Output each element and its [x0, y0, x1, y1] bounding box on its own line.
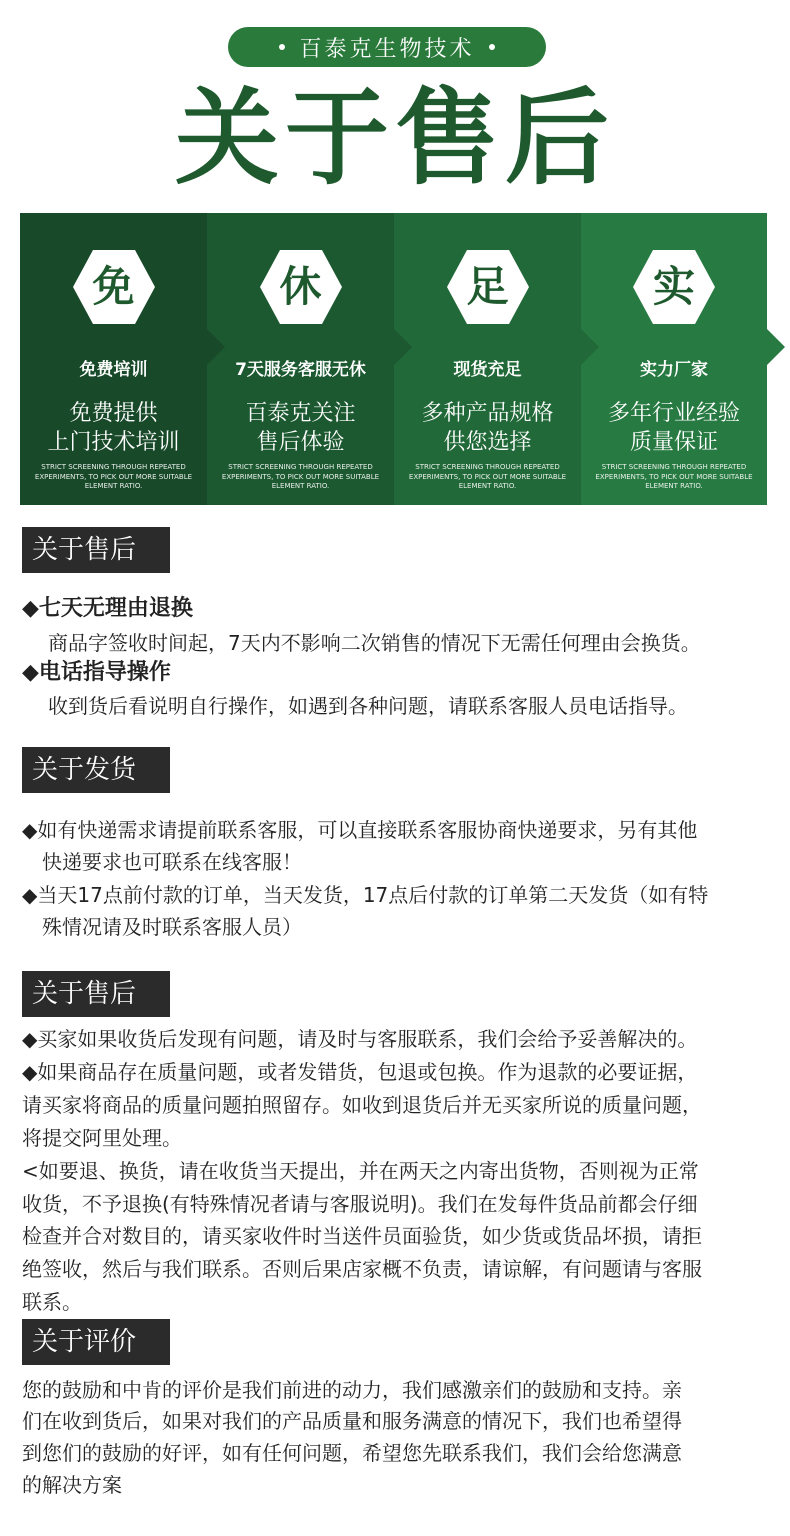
feature-headline [207, 399, 394, 457]
feature-subtitle: 7天服务客服无休 [235, 360, 366, 380]
feature-subtitle: 现货充足 [453, 360, 522, 380]
policy-title: ◆七天无理由退换 [22, 596, 193, 621]
feature-panel-free-training [20, 213, 207, 505]
after-sales-text: 绝签收，然后与我们联系。否则后果店家概不负责，请谅解，有问题请与客服 [22, 1257, 702, 1281]
policy-text: 商品字签收时间起，7天内不影响二次销售的情况下无需任何理由会换货。 [48, 631, 701, 655]
after-sales-text: 检查并合对数目的，请买家收件时当送件员面验货，如少货或货品坏损，请拒 [22, 1224, 702, 1248]
after-sales-text: 请买家将商品的质量问题拍照留存。如收到退货后并无买家所说的质量问题， [22, 1093, 702, 1117]
feature-panel-service [207, 213, 394, 505]
section-heading-after-sales: 关于售后 [22, 527, 170, 573]
shipping-text: 殊情况请及时联系客服人员） [42, 915, 302, 939]
brand-pill [228, 27, 546, 67]
feature-headline-line: 百泰克关注 [245, 401, 356, 426]
review-text: 们在收到货后，如果对我们的产品质量和服务满意的情况下，我们也希望得 [22, 1409, 682, 1433]
review-text: 您的鼓励和中肯的评价是我们前进的动力，我们感激亲们的鼓励和支持。亲 [22, 1378, 682, 1402]
feature-headline [20, 399, 207, 457]
hexagon-char: 足 [466, 262, 509, 311]
arrow-icon [767, 329, 785, 365]
page-title: 关于售后 [174, 77, 615, 199]
feature-panel-manufacturer [581, 213, 767, 505]
after-sales-text: 联系。 [22, 1290, 82, 1314]
section-heading-after-sales: 关于售后 [22, 971, 170, 1017]
policy-title: ◆电话指导操作 [22, 660, 171, 685]
after-sales-text: ◆买家如果收货后发现有问题，请及时与客服联系，我们会给予妥善解决的。 [22, 1027, 698, 1051]
hexagon-icon [71, 248, 157, 326]
feature-headline-line: 多种产品规格 [421, 401, 554, 426]
review-text: 到您们的鼓励的好评，如有任何问题，希望您先联系我们，我们会给您满意 [22, 1441, 682, 1465]
hexagon-char: 休 [279, 262, 322, 311]
after-sales-text: 收货，不予退换(有特殊情况者请与客服说明)。我们在发每件货品前都会仔细 [22, 1192, 698, 1216]
feature-subtitle: 实力厂家 [640, 360, 708, 380]
hexagon-icon [258, 248, 344, 326]
feature-subtitle: 免费培训 [79, 360, 148, 380]
feature-banner [20, 213, 767, 505]
shipping-text: ◆当天17点前付款的订单，当天发货，17点后付款的订单第二天发货（如有特 [22, 883, 709, 907]
shipping-text: 快递要求也可联系在线客服！ [42, 850, 302, 874]
feature-headline-line: 供您选择 [443, 430, 532, 455]
feature-headline-line: 免费提供 [69, 401, 158, 426]
feature-headline-line: 售后体验 [256, 430, 345, 455]
policy-text: 收到货后看说明自行操作，如遇到各种问题，请联系客服人员电话指导。 [48, 694, 688, 718]
feature-headline-line: 上门技术培训 [47, 430, 180, 455]
arrow-icon [394, 329, 412, 365]
feature-panel-stock [394, 213, 581, 505]
feature-headline [581, 399, 767, 457]
after-sales-text: <如要退、换货，请在收货当天提出，并在两天之内寄出货物，否则视为正常 [22, 1159, 699, 1183]
arrow-icon [581, 329, 599, 365]
feature-english-note: STRICT SCREENING THROUGH REPEATED EXPERIMENTS, TO PICK OUT MORE SUITABLE ELEMENT RATIO. [221, 463, 380, 490]
hexagon-icon [445, 248, 531, 326]
bullet-dot-icon [489, 44, 495, 50]
bullet-dot-icon [279, 44, 285, 50]
after-sales-text: ◆如果商品存在质量问题，或者发错货，包退或包换。作为退款的必要证据， [22, 1060, 698, 1084]
arrow-icon [207, 329, 225, 365]
review-text: 的解决方案 [22, 1473, 122, 1497]
shipping-text: ◆如有快递需求请提前联系客服，可以直接联系客服协商快递要求，另有其他 [22, 818, 698, 842]
section-heading-review: 关于评价 [22, 1319, 170, 1365]
feature-english-note: STRICT SCREENING THROUGH REPEATED EXPERIMENTS, TO PICK OUT MORE SUITABLE ELEMENT RATIO. [408, 463, 567, 490]
hexagon-char: 实 [652, 262, 695, 311]
hexagon-icon [631, 248, 717, 326]
after-sales-text: 将提交阿里处理。 [22, 1126, 182, 1150]
section-heading-shipping: 关于发货 [22, 747, 170, 793]
feature-headline-line: 质量保证 [629, 430, 718, 455]
feature-headline-line: 多年行业经验 [607, 401, 740, 426]
feature-english-note: STRICT SCREENING THROUGH REPEATED EXPERIMENTS, TO PICK OUT MORE SUITABLE ELEMENT RATIO. [34, 463, 193, 490]
feature-english-note: STRICT SCREENING THROUGH REPEATED EXPERIMENTS, TO PICK OUT MORE SUITABLE ELEMENT RATIO. [595, 463, 753, 490]
brand-label: 百泰克生物技术 [299, 36, 475, 62]
feature-headline [394, 399, 581, 457]
hexagon-char: 免 [92, 262, 135, 311]
